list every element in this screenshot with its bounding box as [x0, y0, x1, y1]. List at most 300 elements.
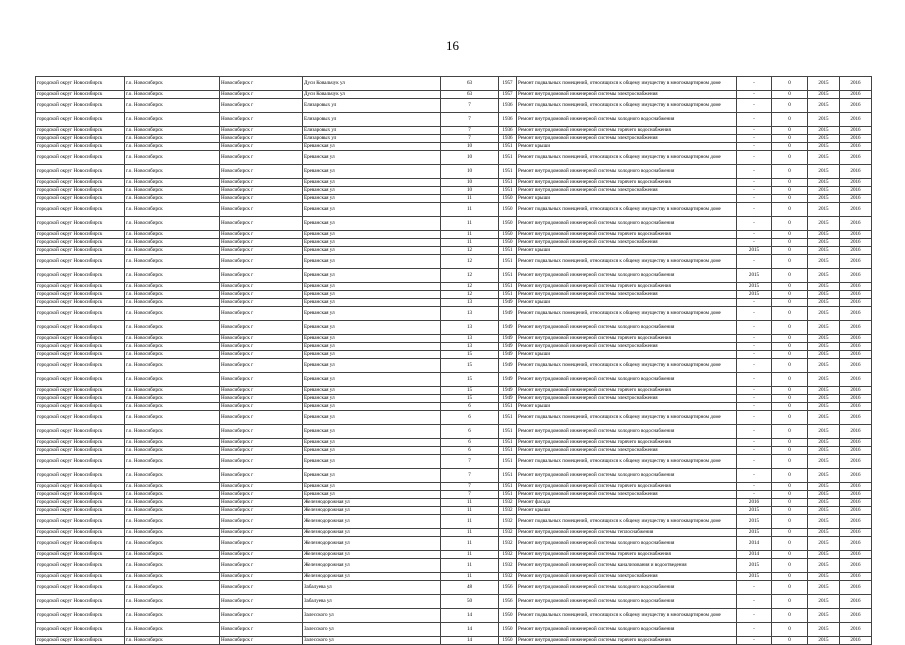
work-type-cell: Ремонт внутридомовой инженерной системы электроснабжения	[517, 239, 737, 247]
amount-cell: 0	[772, 373, 808, 387]
table-row	[36, 403, 872, 411]
start-year-cell: 2015	[808, 187, 840, 195]
end-year-cell: 2016	[840, 373, 872, 387]
city-cell: Новосибирск г	[220, 239, 303, 247]
city-cell: Новосибирск г	[220, 255, 303, 269]
street-cell: Елизаровых ул	[303, 127, 441, 135]
amount-cell: 0	[772, 515, 808, 529]
work-type-cell: Ремонт внутридомовой инженерной системы горячего водоснабжения	[517, 439, 737, 447]
build-year-cell: 1932	[499, 551, 517, 559]
table-row	[36, 623, 872, 637]
street-cell: Елизаровых ул	[303, 99, 441, 113]
street-cell: Елизаровых ул	[303, 113, 441, 127]
build-year-cell: 1957	[499, 77, 517, 91]
district-cell: городской округ Новосибирск	[36, 283, 125, 291]
city-cell: Новосибирск г	[220, 335, 303, 343]
street-cell: Ереванская ул	[303, 343, 441, 351]
municipality-cell: г.о. Новосибирск	[125, 299, 220, 307]
table-row	[36, 595, 872, 609]
house-number-cell: 14	[441, 623, 499, 637]
amount-cell: 0	[772, 307, 808, 321]
end-year-cell: 2016	[840, 255, 872, 269]
work-type-cell: Ремонт крыши	[517, 403, 737, 411]
start-year-cell: 2015	[808, 127, 840, 135]
municipality-cell: г.о. Новосибирск	[125, 411, 220, 425]
city-cell: Новосибирск г	[220, 359, 303, 373]
house-number-cell: 7	[441, 491, 499, 499]
start-year-cell: 2015	[808, 515, 840, 529]
plan-year-cell: -	[737, 335, 772, 343]
district-cell: городской округ Новосибирск	[36, 187, 125, 195]
build-year-cell: 1932	[499, 537, 517, 551]
table-row	[36, 439, 872, 447]
district-cell: городской округ Новосибирск	[36, 143, 125, 151]
amount-cell: 0	[772, 403, 808, 411]
work-type-cell: Ремонт внутридомовой инженерной системы холодного водоснабжения	[517, 269, 737, 283]
work-type-cell: Ремонт внутридомовой инженерной системы электроснабжения	[517, 343, 737, 351]
municipality-cell: г.о. Новосибирск	[125, 637, 220, 645]
city-cell: Новосибирск г	[220, 299, 303, 307]
street-cell: Ереванская ул	[303, 239, 441, 247]
start-year-cell: 2015	[808, 307, 840, 321]
house-number-cell: 11	[441, 231, 499, 239]
end-year-cell: 2016	[840, 581, 872, 595]
city-cell: Новосибирск г	[220, 425, 303, 439]
start-year-cell: 2015	[808, 483, 840, 491]
house-number-cell: 7	[441, 455, 499, 469]
plan-year-cell: -	[737, 469, 772, 483]
table-row	[36, 447, 872, 455]
house-number-cell: 12	[441, 255, 499, 269]
municipality-cell: г.о. Новосибирск	[125, 343, 220, 351]
table-row	[36, 411, 872, 425]
street-cell: Ереванская ул	[303, 255, 441, 269]
city-cell: Новосибирск г	[220, 99, 303, 113]
work-type-cell: Ремонт внутридомовой инженерной системы горячего водоснабжения	[517, 179, 737, 187]
end-year-cell: 2016	[840, 269, 872, 283]
build-year-cell: 1950	[499, 623, 517, 637]
plan-year-cell: -	[737, 135, 772, 143]
district-cell: городской округ Новосибирск	[36, 559, 125, 573]
build-year-cell: 1951	[499, 447, 517, 455]
build-year-cell: 1951	[499, 143, 517, 151]
street-cell: Ереванская ул	[303, 247, 441, 255]
amount-cell: 0	[772, 499, 808, 507]
table-row	[36, 507, 872, 515]
plan-year-cell: 2014	[737, 551, 772, 559]
end-year-cell: 2016	[840, 425, 872, 439]
end-year-cell: 2016	[840, 113, 872, 127]
street-cell: Ереванская ул	[303, 335, 441, 343]
build-year-cell: 1950	[499, 217, 517, 231]
build-year-cell: 1951	[499, 255, 517, 269]
end-year-cell: 2016	[840, 623, 872, 637]
start-year-cell: 2015	[808, 373, 840, 387]
work-type-cell: Ремонт внутридомовой инженерной системы электроснабжения	[517, 395, 737, 403]
district-cell: городской округ Новосибирск	[36, 77, 125, 91]
district-cell: городской округ Новосибирск	[36, 491, 125, 499]
build-year-cell: 1951	[499, 425, 517, 439]
start-year-cell: 2015	[808, 395, 840, 403]
start-year-cell: 2015	[808, 179, 840, 187]
city-cell: Новосибирск г	[220, 559, 303, 573]
street-cell: Дуси Ковальчук ул	[303, 77, 441, 91]
end-year-cell: 2016	[840, 195, 872, 203]
house-number-cell: 10	[441, 143, 499, 151]
municipality-cell: г.о. Новосибирск	[125, 321, 220, 335]
build-year-cell: 1951	[499, 455, 517, 469]
build-year-cell: 1936	[499, 99, 517, 113]
plan-year-cell: 2015	[737, 269, 772, 283]
work-type-cell: Ремонт внутридомовой инженерной системы холодного водоснабжения	[517, 581, 737, 595]
house-number-cell: 11	[441, 537, 499, 551]
end-year-cell: 2016	[840, 359, 872, 373]
start-year-cell: 2015	[808, 151, 840, 165]
plan-year-cell: -	[737, 491, 772, 499]
plan-year-cell: -	[737, 195, 772, 203]
work-type-cell: Ремонт внутридомовой инженерной системы электроснабжения	[517, 291, 737, 299]
street-cell: Железнодорожная ул	[303, 529, 441, 537]
municipality-cell: г.о. Новосибирск	[125, 515, 220, 529]
district-cell: городской округ Новосибирск	[36, 499, 125, 507]
amount-cell: 0	[772, 335, 808, 343]
district-cell: городской округ Новосибирск	[36, 387, 125, 395]
district-cell: городской округ Новосибирск	[36, 113, 125, 127]
house-number-cell: 13	[441, 335, 499, 343]
work-type-cell: Ремонт внутридомовой инженерной системы канализования и водоотведения	[517, 559, 737, 573]
amount-cell: 0	[772, 581, 808, 595]
start-year-cell: 2015	[808, 291, 840, 299]
end-year-cell: 2016	[840, 299, 872, 307]
amount-cell: 0	[772, 165, 808, 179]
work-type-cell: Ремонт внутридомовой инженерной системы холодного водоснабжения	[517, 321, 737, 335]
district-cell: городской округ Новосибирск	[36, 179, 125, 187]
street-cell: Ереванская ул	[303, 373, 441, 387]
work-type-cell: Ремонт внутридомовой инженерной системы холодного водоснабжения	[517, 165, 737, 179]
municipality-cell: г.о. Новосибирск	[125, 291, 220, 299]
municipality-cell: г.о. Новосибирск	[125, 99, 220, 113]
work-type-cell: Ремонт внутридомовой инженерной системы горячего водоснабжения	[517, 551, 737, 559]
city-cell: Новосибирск г	[220, 447, 303, 455]
plan-year-cell: -	[737, 307, 772, 321]
district-cell: городской округ Новосибирск	[36, 351, 125, 359]
build-year-cell: 1957	[499, 91, 517, 99]
start-year-cell: 2015	[808, 91, 840, 99]
table-row	[36, 91, 872, 99]
district-cell: городской округ Новосибирск	[36, 203, 125, 217]
plan-year-cell: -	[737, 447, 772, 455]
work-type-cell: Ремонт внутридомовой инженерной системы холодного водоснабжения	[517, 217, 737, 231]
amount-cell: 0	[772, 623, 808, 637]
municipality-cell: г.о. Новосибирск	[125, 195, 220, 203]
start-year-cell: 2015	[808, 321, 840, 335]
city-cell: Новосибирск г	[220, 551, 303, 559]
build-year-cell: 1951	[499, 483, 517, 491]
amount-cell: 0	[772, 299, 808, 307]
start-year-cell: 2015	[808, 491, 840, 499]
street-cell: Железнодорожная ул	[303, 515, 441, 529]
municipality-cell: г.о. Новосибирск	[125, 247, 220, 255]
end-year-cell: 2016	[840, 411, 872, 425]
municipality-cell: г.о. Новосибирск	[125, 395, 220, 403]
street-cell: Забалуева ул	[303, 595, 441, 609]
amount-cell: 0	[772, 529, 808, 537]
table-row	[36, 551, 872, 559]
amount-cell: 0	[772, 395, 808, 403]
plan-year-cell: -	[737, 321, 772, 335]
district-cell: городской округ Новосибирск	[36, 239, 125, 247]
start-year-cell: 2015	[808, 113, 840, 127]
plan-year-cell: 2015	[737, 247, 772, 255]
start-year-cell: 2015	[808, 135, 840, 143]
house-number-cell: 63	[441, 77, 499, 91]
street-cell: Ереванская ул	[303, 151, 441, 165]
build-year-cell: 1949	[499, 395, 517, 403]
end-year-cell: 2016	[840, 491, 872, 499]
start-year-cell: 2015	[808, 573, 840, 581]
build-year-cell: 1951	[499, 269, 517, 283]
street-cell: Ереванская ул	[303, 411, 441, 425]
house-number-cell: 11	[441, 203, 499, 217]
municipality-cell: г.о. Новосибирск	[125, 373, 220, 387]
municipality-cell: г.о. Новосибирск	[125, 595, 220, 609]
amount-cell: 0	[772, 595, 808, 609]
municipality-cell: г.о. Новосибирск	[125, 439, 220, 447]
build-year-cell: 1951	[499, 247, 517, 255]
work-type-cell: Ремонт внутридомовой инженерной системы горячего водоснабжения	[517, 335, 737, 343]
house-number-cell: 12	[441, 283, 499, 291]
end-year-cell: 2016	[840, 573, 872, 581]
work-type-cell: Ремонт подвальных помещений, относящихся к общему имуществу в многоквартирном доме	[517, 455, 737, 469]
amount-cell: 0	[772, 113, 808, 127]
district-cell: городской округ Новосибирск	[36, 637, 125, 645]
plan-year-cell: -	[737, 77, 772, 91]
city-cell: Новосибирск г	[220, 637, 303, 645]
municipality-cell: г.о. Новосибирск	[125, 351, 220, 359]
plan-year-cell: -	[737, 351, 772, 359]
plan-year-cell: -	[737, 299, 772, 307]
end-year-cell: 2016	[840, 537, 872, 551]
work-type-cell: Ремонт подвальных помещений, относящихся к общему имуществу в многоквартирном доме	[517, 255, 737, 269]
amount-cell: 0	[772, 91, 808, 99]
end-year-cell: 2016	[840, 99, 872, 113]
house-number-cell: 10	[441, 187, 499, 195]
start-year-cell: 2015	[808, 537, 840, 551]
district-cell: городской округ Новосибирск	[36, 455, 125, 469]
municipality-cell: г.о. Новосибирск	[125, 499, 220, 507]
city-cell: Новосибирск г	[220, 573, 303, 581]
table-row	[36, 203, 872, 217]
start-year-cell: 2015	[808, 165, 840, 179]
city-cell: Новосибирск г	[220, 91, 303, 99]
build-year-cell: 1951	[499, 283, 517, 291]
house-number-cell: 15	[441, 373, 499, 387]
district-cell: городской округ Новосибирск	[36, 411, 125, 425]
end-year-cell: 2016	[840, 343, 872, 351]
city-cell: Новосибирск г	[220, 179, 303, 187]
end-year-cell: 2016	[840, 143, 872, 151]
street-cell: Железнодорожная ул	[303, 537, 441, 551]
start-year-cell: 2015	[808, 595, 840, 609]
table-row	[36, 335, 872, 343]
start-year-cell: 2015	[808, 77, 840, 91]
amount-cell: 0	[772, 239, 808, 247]
municipality-cell: г.о. Новосибирск	[125, 165, 220, 179]
start-year-cell: 2015	[808, 217, 840, 231]
district-cell: городской округ Новосибирск	[36, 395, 125, 403]
house-number-cell: 14	[441, 637, 499, 645]
municipality-cell: г.о. Новосибирск	[125, 231, 220, 239]
end-year-cell: 2016	[840, 151, 872, 165]
house-number-cell: 11	[441, 239, 499, 247]
house-number-cell: 11	[441, 551, 499, 559]
start-year-cell: 2015	[808, 623, 840, 637]
street-cell: Забалуева ул	[303, 581, 441, 595]
work-type-cell: Ремонт крыши	[517, 507, 737, 515]
amount-cell: 0	[772, 269, 808, 283]
work-type-cell: Ремонт внутридомовой инженерной системы холодного водоснабжения	[517, 425, 737, 439]
end-year-cell: 2016	[840, 439, 872, 447]
build-year-cell: 1951	[499, 403, 517, 411]
start-year-cell: 2015	[808, 387, 840, 395]
house-number-cell: 6	[441, 447, 499, 455]
amount-cell: 0	[772, 411, 808, 425]
end-year-cell: 2016	[840, 529, 872, 537]
start-year-cell: 2015	[808, 609, 840, 623]
start-year-cell: 2015	[808, 499, 840, 507]
municipality-cell: г.о. Новосибирск	[125, 143, 220, 151]
start-year-cell: 2015	[808, 255, 840, 269]
end-year-cell: 2016	[840, 507, 872, 515]
table-row	[36, 283, 872, 291]
house-number-cell: 11	[441, 217, 499, 231]
district-cell: городской округ Новосибирск	[36, 247, 125, 255]
amount-cell: 0	[772, 99, 808, 113]
municipality-cell: г.о. Новосибирск	[125, 203, 220, 217]
end-year-cell: 2016	[840, 515, 872, 529]
municipality-cell: г.о. Новосибирск	[125, 551, 220, 559]
street-cell: Ереванская ул	[303, 447, 441, 455]
plan-year-cell: 2015	[737, 283, 772, 291]
work-type-cell: Ремонт крыши	[517, 299, 737, 307]
street-cell: Ереванская ул	[303, 321, 441, 335]
start-year-cell: 2015	[808, 269, 840, 283]
city-cell: Новосибирск г	[220, 135, 303, 143]
end-year-cell: 2016	[840, 127, 872, 135]
work-type-cell: Ремонт внутридомовой инженерной системы горячего водоснабжения	[517, 637, 737, 645]
amount-cell: 0	[772, 143, 808, 151]
amount-cell: 0	[772, 637, 808, 645]
street-cell: Ереванская ул	[303, 425, 441, 439]
work-type-cell: Ремонт внутридомовой инженерной системы холодного водоснабжения	[517, 373, 737, 387]
street-cell: Ереванская ул	[303, 387, 441, 395]
city-cell: Новосибирск г	[220, 623, 303, 637]
build-year-cell: 1932	[499, 507, 517, 515]
build-year-cell: 1932	[499, 499, 517, 507]
page-number: 16	[446, 38, 459, 53]
build-year-cell: 1949	[499, 343, 517, 351]
table-row	[36, 165, 872, 179]
end-year-cell: 2016	[840, 351, 872, 359]
city-cell: Новосибирск г	[220, 411, 303, 425]
city-cell: Новосибирск г	[220, 343, 303, 351]
city-cell: Новосибирск г	[220, 217, 303, 231]
table-row	[36, 373, 872, 387]
city-cell: Новосибирск г	[220, 203, 303, 217]
house-number-cell: 6	[441, 411, 499, 425]
end-year-cell: 2016	[840, 403, 872, 411]
end-year-cell: 2016	[840, 447, 872, 455]
build-year-cell: 1951	[499, 187, 517, 195]
amount-cell: 0	[772, 559, 808, 573]
house-number-cell: 13	[441, 307, 499, 321]
amount-cell: 0	[772, 469, 808, 483]
amount-cell: 0	[772, 447, 808, 455]
plan-year-cell: -	[737, 395, 772, 403]
build-year-cell: 1956	[499, 581, 517, 595]
end-year-cell: 2016	[840, 387, 872, 395]
table-row	[36, 537, 872, 551]
plan-year-cell: -	[737, 91, 772, 99]
district-cell: городской округ Новосибирск	[36, 609, 125, 623]
city-cell: Новосибирск г	[220, 351, 303, 359]
start-year-cell: 2015	[808, 455, 840, 469]
city-cell: Новосибирск г	[220, 469, 303, 483]
build-year-cell: 1950	[499, 637, 517, 645]
work-type-cell: Ремонт внутридомовой инженерной системы горячего водоснабжения	[517, 483, 737, 491]
build-year-cell: 1951	[499, 165, 517, 179]
end-year-cell: 2016	[840, 321, 872, 335]
street-cell: Ереванская ул	[303, 231, 441, 239]
table-row	[36, 135, 872, 143]
table-row	[36, 195, 872, 203]
street-cell: Ереванская ул	[303, 269, 441, 283]
work-type-cell: Ремонт подвальных помещений, относящихся к общему имуществу в многоквартирном доме	[517, 203, 737, 217]
table-row	[36, 299, 872, 307]
work-type-cell: Ремонт крыши	[517, 195, 737, 203]
city-cell: Новосибирск г	[220, 529, 303, 537]
house-number-cell: 13	[441, 299, 499, 307]
municipality-cell: г.о. Новосибирск	[125, 447, 220, 455]
build-year-cell: 1951	[499, 469, 517, 483]
street-cell: Ереванская ул	[303, 299, 441, 307]
house-number-cell: 63	[441, 91, 499, 99]
build-year-cell: 1951	[499, 291, 517, 299]
table-row	[36, 581, 872, 595]
city-cell: Новосибирск г	[220, 113, 303, 127]
municipality-cell: г.о. Новосибирск	[125, 269, 220, 283]
plan-year-cell: -	[737, 581, 772, 595]
street-cell: Залесского ул	[303, 609, 441, 623]
city-cell: Новосибирск г	[220, 283, 303, 291]
plan-year-cell: -	[737, 359, 772, 373]
plan-year-cell: -	[737, 255, 772, 269]
municipality-cell: г.о. Новосибирск	[125, 559, 220, 573]
municipality-cell: г.о. Новосибирск	[125, 91, 220, 99]
municipality-cell: г.о. Новосибирск	[125, 573, 220, 581]
work-type-cell: Ремонт подвальных помещений, относящихся к общему имуществу в многоквартирном доме	[517, 307, 737, 321]
start-year-cell: 2015	[808, 411, 840, 425]
plan-year-cell: 2015	[737, 515, 772, 529]
build-year-cell: 1949	[499, 351, 517, 359]
build-year-cell: 1932	[499, 529, 517, 537]
plan-year-cell: -	[737, 623, 772, 637]
work-type-cell: Ремонт внутридомовой инженерной системы электроснабжения	[517, 447, 737, 455]
house-number-cell: 12	[441, 291, 499, 299]
city-cell: Новосибирск г	[220, 403, 303, 411]
amount-cell: 0	[772, 283, 808, 291]
plan-year-cell: 2015	[737, 559, 772, 573]
